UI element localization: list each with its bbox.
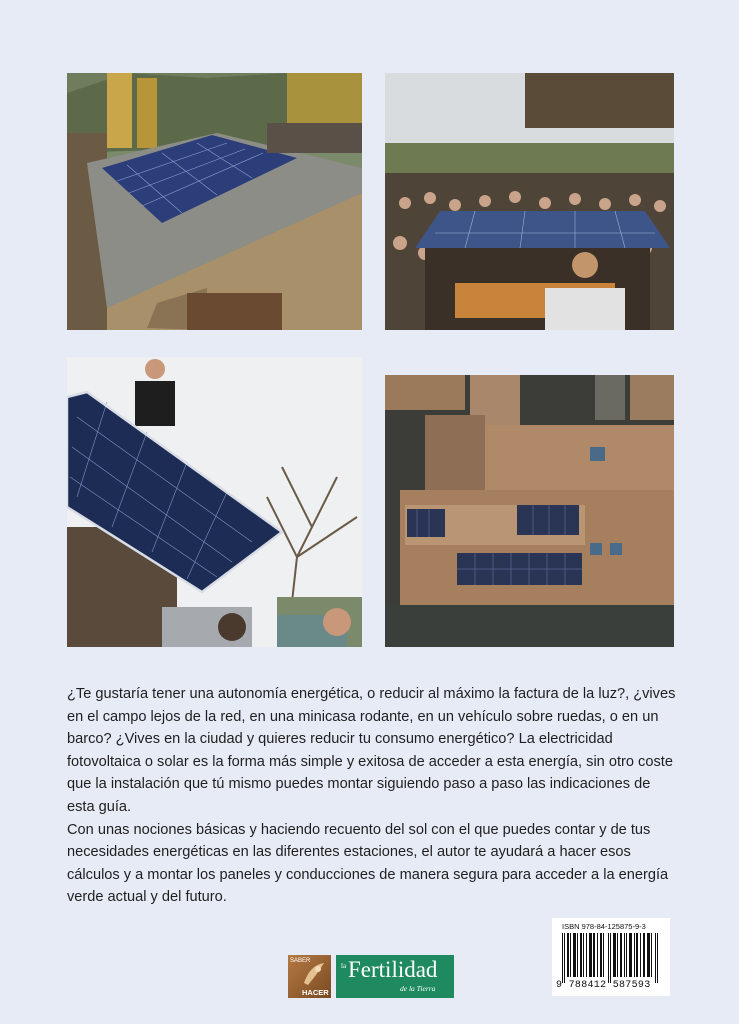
blurb-paragraph-2: Con unas nociones básicas y haciendo recuento del sol con el que puedes contar y de tus necesidades energéticas en las diferentes estaciones, el autor te ayudará a hacer esos cálculos y a montar los paneles y conducciones de manera segura para acceder a la energía verde actual y del futuro. — [67, 821, 669, 906]
photo-stone-house-solar-roof — [67, 73, 362, 330]
fertilidad-logo-sub: de la Tierra — [400, 984, 436, 993]
fertilidad-logo-name: Fertilidad — [348, 957, 438, 982]
barcode-bars — [562, 933, 658, 983]
barcode-digits: 9 788412 587593 — [556, 980, 651, 991]
saber-logo-bottom-text: HACER — [302, 988, 329, 997]
back-cover-blurb — [67, 683, 679, 909]
blurb-paragraph-1: ¿Te gustaría tener una autonomía energética, o reducir al máximo la factura de la luz?, ¿vives en el campo lejos de la red, en una minicasa rodante, en un vehículo sobre ruedas, o en un barco? ¿Vives en la ciudad y quieres reducir tu consumo energético? La electricidad fotovoltaica o solar es la forma más simple y exitosa de acceder a esta energía, sin otro coste que la instalación que tú mismo puedes montar siguiendo paso a paso las indicaciones de esta guía. — [67, 686, 676, 815]
isbn-barcode — [552, 918, 670, 996]
fertilidad-logo — [336, 955, 454, 998]
fertilidad-logo-prefix: la — [341, 962, 347, 970]
saber-logo-emblem — [300, 959, 328, 987]
saber-logo-side-text: SABER — [290, 958, 311, 964]
saber-hacer-logo — [288, 955, 331, 998]
photo-aerial-roofs-solar — [385, 375, 674, 647]
photo-lifting-solar-panel — [67, 357, 362, 647]
photo-solar-canopy-crowd — [385, 73, 674, 330]
isbn-label: ISBN 978-84-125875-9-3 — [562, 922, 646, 931]
